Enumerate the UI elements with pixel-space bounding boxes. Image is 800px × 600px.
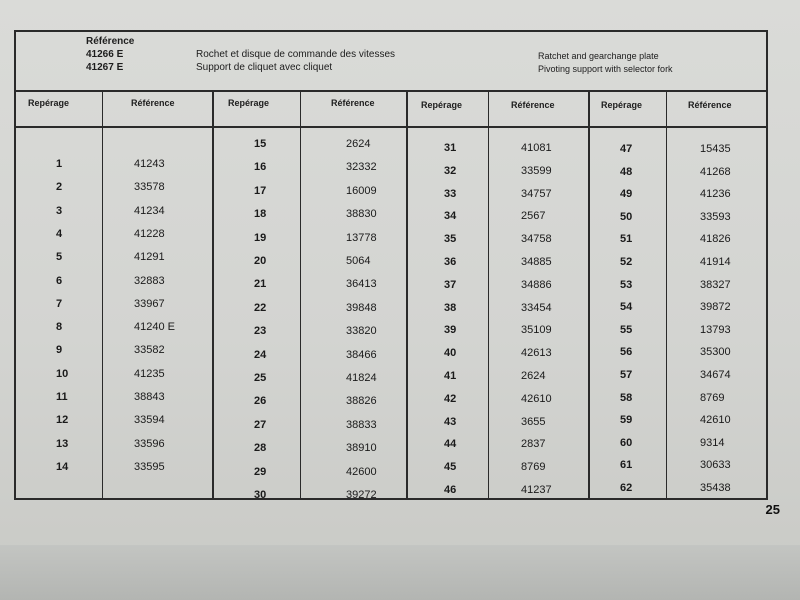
reference-cell: 41240 E	[134, 321, 175, 334]
repere-cell: 15	[254, 138, 267, 150]
repere-cell: 7	[56, 297, 63, 310]
repere-cell: 41	[444, 370, 457, 382]
repere-cell: 6	[56, 274, 63, 287]
reference-cell: 15435	[700, 143, 731, 155]
col-rep-2: Repérage	[228, 98, 270, 108]
repere-cell: 34	[444, 210, 457, 223]
reference-cell: 36413	[346, 278, 377, 291]
title-en-2: Pivoting support with selector fork	[538, 64, 673, 74]
repere-cell: 3	[56, 204, 63, 217]
reference-cell: 38466	[346, 348, 377, 361]
reference-cell: 38830	[346, 208, 377, 221]
reference-cell: 42610	[521, 392, 552, 405]
repere-cell: 8	[56, 321, 63, 334]
repere-cell: 5	[56, 251, 63, 264]
reference-cell: 41081	[521, 142, 552, 154]
title-fr-2: Support de cliquet avec cliquet	[196, 62, 333, 73]
repere-cell: 20	[254, 255, 267, 267]
reference-cell: 33820	[346, 325, 377, 338]
reference-cell: 34758	[521, 233, 552, 246]
repere-cell: 31	[444, 142, 457, 154]
page-edge	[0, 545, 800, 600]
repere-cell: 1	[56, 158, 63, 170]
reference-cell: 2567	[521, 210, 546, 223]
repere-cell: 11	[56, 391, 68, 403]
repere-cell: 2	[56, 181, 63, 194]
repere-cell: 44	[444, 438, 457, 451]
repere-cell: 39	[444, 324, 457, 337]
reference-cell: 41234	[134, 204, 165, 217]
repere-cell: 54	[620, 301, 633, 314]
repere-cell: 53	[620, 278, 633, 291]
page-number: 25	[765, 502, 780, 517]
divider	[488, 90, 489, 498]
divider	[406, 90, 408, 498]
reference-cell: 41228	[134, 227, 165, 240]
reference-cell: 39872	[700, 301, 731, 314]
repere-cell: 37	[444, 278, 457, 291]
repere-cell: 62	[620, 482, 633, 494]
reference-label: Référence	[86, 36, 135, 47]
reference-cell: 33593	[700, 210, 731, 223]
reference-cell: 42613	[521, 347, 552, 360]
repere-cell: 51	[620, 233, 633, 246]
reference-cell: 13778	[346, 231, 377, 244]
col-rep-1: Repérage	[28, 98, 70, 108]
repere-cell: 10	[56, 367, 69, 380]
reference-cell: 9314	[700, 436, 725, 449]
repere-cell: 50	[620, 210, 633, 223]
repere-cell: 27	[254, 418, 267, 431]
reference-2: 41267 E	[86, 62, 124, 73]
repere-cell: 21	[254, 278, 267, 291]
reference-cell: 41824	[346, 372, 377, 384]
col-ref-2: Référence	[331, 98, 375, 108]
repere-cell: 9	[56, 344, 63, 357]
reference-cell: 41268	[700, 165, 731, 178]
reference-cell: 34886	[521, 278, 552, 291]
reference-cell: 41237	[521, 484, 552, 496]
reference-cell: 39272	[346, 489, 377, 501]
repere-cell: 14	[56, 460, 69, 473]
reference-cell: 8769	[521, 461, 546, 474]
repere-cell: 29	[254, 465, 267, 478]
reference-cell: 33595	[134, 460, 165, 473]
reference-cell: 2624	[346, 138, 371, 150]
parts-table	[14, 30, 780, 517]
repere-cell: 17	[254, 184, 267, 197]
repere-cell: 58	[620, 391, 633, 404]
reference-cell: 38826	[346, 395, 377, 408]
reference-cell: 33454	[521, 301, 552, 314]
repere-cell: 42	[444, 392, 457, 405]
reference-cell: 5064	[346, 255, 371, 267]
repere-cell: 32	[444, 164, 457, 177]
reference-cell: 34757	[521, 187, 552, 200]
reference-cell: 33594	[134, 414, 165, 427]
reference-cell: 41236	[700, 188, 731, 201]
reference-cell: 39848	[346, 301, 377, 314]
repere-cell: 61	[620, 459, 633, 472]
repere-cell: 43	[444, 415, 457, 428]
reference-cell: 16009	[346, 184, 377, 197]
divider	[666, 90, 667, 498]
repere-cell: 59	[620, 414, 633, 427]
reference-cell: 34885	[521, 256, 552, 268]
reference-cell: 42610	[700, 414, 731, 427]
reference-cell: 35109	[521, 324, 552, 337]
reference-cell: 2624	[521, 370, 546, 382]
repere-cell: 22	[254, 301, 267, 314]
repere-cell: 4	[56, 227, 63, 240]
repere-cell: 52	[620, 256, 633, 268]
reference-cell: 38843	[134, 391, 165, 403]
repere-cell: 13	[56, 437, 69, 450]
reference-cell: 33596	[134, 437, 165, 450]
reference-cell: 32332	[346, 161, 377, 174]
reference-cell: 3655	[521, 415, 546, 428]
repere-cell: 49	[620, 188, 633, 201]
repere-cell: 45	[444, 461, 457, 474]
divider	[300, 90, 301, 498]
repere-cell: 12	[56, 414, 69, 427]
table-header	[16, 32, 766, 92]
reference-cell: 35300	[700, 346, 731, 359]
repere-cell: 18	[254, 208, 267, 221]
reference-cell: 33582	[134, 344, 165, 357]
reference-cell: 32883	[134, 274, 165, 287]
repere-cell: 40	[444, 347, 457, 360]
reference-cell: 41826	[700, 233, 731, 246]
divider	[588, 90, 590, 498]
reference-cell: 2837	[521, 438, 546, 451]
col-rep-3: Repérage	[421, 100, 463, 110]
reference-cell: 33967	[134, 297, 165, 310]
repere-cell: 60	[620, 436, 633, 449]
reference-cell: 38327	[700, 278, 731, 291]
reference-cell: 41243	[134, 158, 165, 170]
reference-cell: 34674	[700, 369, 731, 381]
divider	[102, 90, 103, 498]
title-en-1: Ratchet and gearchange plate	[538, 51, 659, 61]
repere-cell: 28	[254, 442, 267, 455]
column-header-row	[16, 90, 766, 128]
repere-cell: 23	[254, 325, 267, 338]
col-ref-4: Référence	[688, 100, 732, 110]
repere-cell: 16	[254, 161, 267, 174]
reference-cell: 8769	[700, 391, 725, 404]
repere-cell: 26	[254, 395, 267, 408]
repere-cell: 55	[620, 323, 633, 336]
reference-cell: 41914	[700, 256, 731, 268]
repere-cell: 30	[254, 489, 267, 501]
repere-cell: 48	[620, 165, 633, 178]
repere-cell: 46	[444, 484, 457, 496]
title-fr-1: Rochet et disque de commande des vitesses	[196, 49, 395, 60]
repere-cell: 47	[620, 143, 633, 155]
reference-cell: 38910	[346, 442, 377, 455]
repere-cell: 24	[254, 348, 267, 361]
repere-cell: 36	[444, 256, 457, 268]
repere-cell: 38	[444, 301, 457, 314]
reference-cell: 42600	[346, 465, 377, 478]
repere-cell: 57	[620, 369, 633, 381]
reference-cell: 33599	[521, 164, 552, 177]
divider	[212, 90, 214, 498]
repere-cell: 25	[254, 372, 267, 384]
col-ref-3: Référence	[511, 100, 555, 110]
reference-cell: 30633	[700, 459, 731, 472]
reference-cell: 41291	[134, 251, 165, 264]
reference-cell: 33578	[134, 181, 165, 194]
repere-cell: 35	[444, 233, 457, 246]
col-ref-1: Référence	[131, 98, 175, 108]
col-rep-4: Repérage	[601, 100, 643, 110]
repere-cell: 56	[620, 346, 633, 359]
repere-cell: 19	[254, 231, 267, 244]
repere-cell: 33	[444, 187, 457, 200]
reference-cell: 35438	[700, 482, 731, 494]
reference-1: 41266 E	[86, 49, 124, 60]
reference-cell: 41235	[134, 367, 165, 380]
reference-cell: 13793	[700, 323, 731, 336]
reference-cell: 38833	[346, 418, 377, 431]
